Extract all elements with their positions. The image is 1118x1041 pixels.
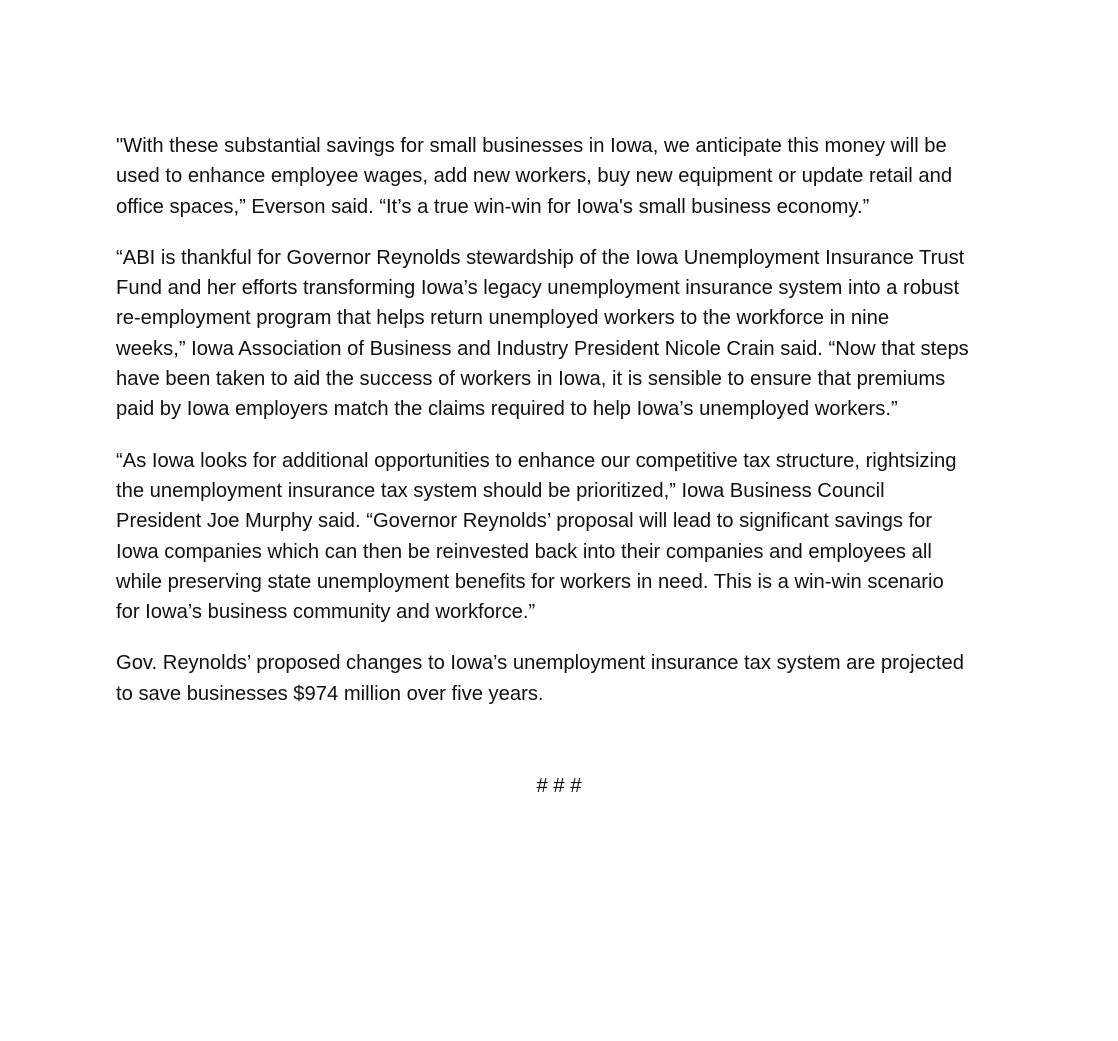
text-line: while preserving state unemployment benefits for workers in need. This is a win-win scenario [116,570,944,593]
text-line: "With these substantial savings for small businesses in Iowa, we anticipate this money will be [116,135,947,157]
text-line: have been taken to aid the success of workers in Iowa, it is sensible to ensure that premiums [116,368,946,391]
text-line: “ABI is thankful for Governor Reynolds stewardship of the Iowa Unemployment Insurance Trust [116,246,965,269]
paragraph-abi-quote [116,243,1016,425]
text-line: paid by Iowa employers match the claims required to help Iowa’s unemployed workers.” [116,398,898,421]
paragraph-ibc-quote [116,446,1016,628]
text-line: Fund and her efforts transforming Iowa’s legacy unemployment insurance system into a robust [116,277,960,300]
text-line: re-employment program that helps return unemployed workers to the workforce in nine [116,307,890,330]
paragraph-everson-quote [116,131,1016,222]
text-line: the unemployment insurance tax system should be prioritized,” Iowa Business Council [116,479,885,502]
paragraph-savings-summary [116,648,1016,709]
text-line: “As Iowa looks for additional opportunities to enhance our competitive tax structure, rightsizing [116,449,957,472]
text-line: used to enhance employee wages, add new workers, buy new equipment or update retail and [116,165,953,188]
text-line: Iowa companies which can then be reinvested back into their companies and employees all [116,540,932,563]
text-line: President Joe Murphy said. “Governor Reynolds’ proposal will lead to significant savings for [116,510,933,533]
text-line: for Iowa’s business community and workforce.” [116,601,536,624]
text-line: weeks,” Iowa Association of Business and Industry President Nicole Crain said. “Now that steps [116,337,969,360]
end-of-release-mark: # # # [536,775,582,797]
document-body [116,131,1016,730]
text-line: to save businesses $974 million over five years. [116,682,544,705]
text-line: Gov. Reynolds’ proposed changes to Iowa’s unemployment insurance tax system are projected [116,652,964,675]
text-line: office spaces,” Everson said. “It’s a true win-win for Iowa's small business economy.” [116,195,870,218]
